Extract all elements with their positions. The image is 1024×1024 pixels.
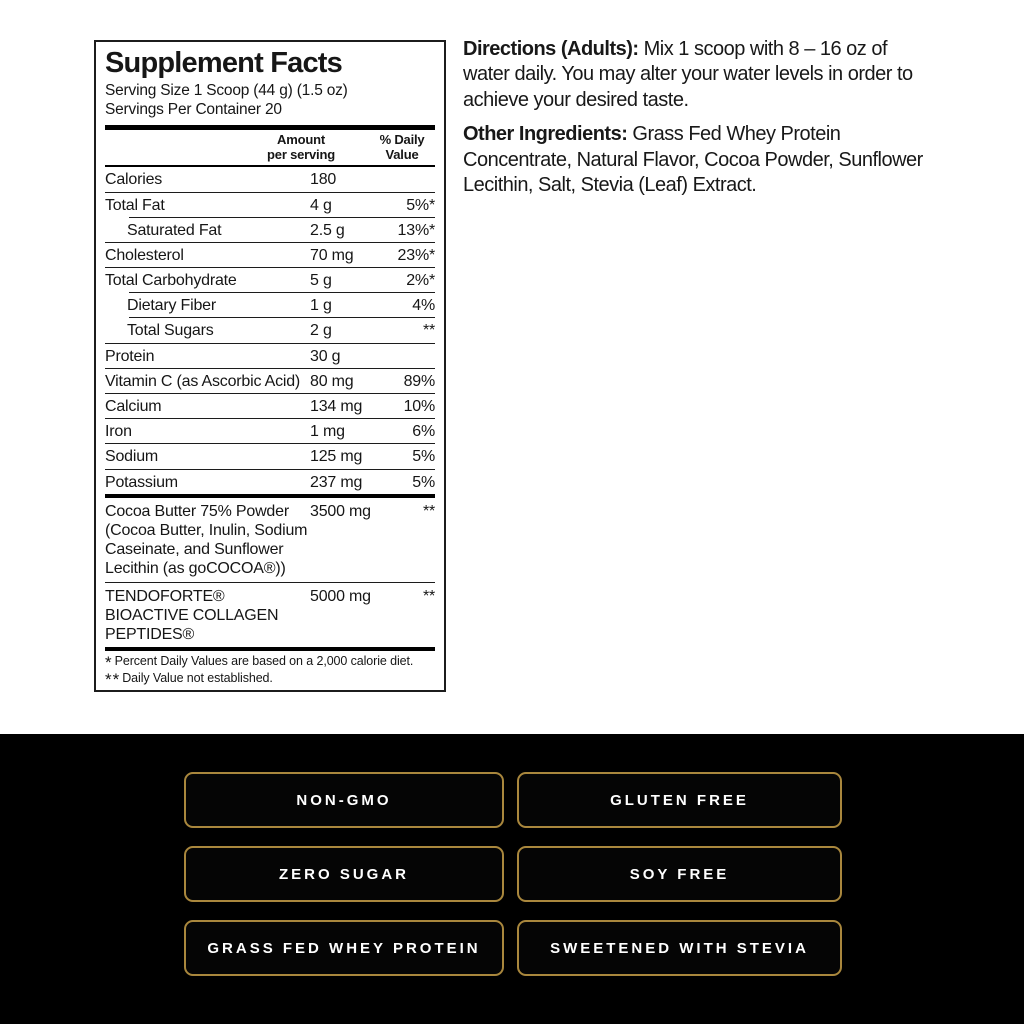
badge-grid — [184, 772, 842, 976]
nutrient-dv: ** — [422, 502, 435, 520]
nutrient-dv — [392, 170, 435, 189]
badge-sweetened-with-stevia: SWEETENED WITH STEVIA — [517, 920, 842, 976]
nutrient-dv: ** — [422, 587, 435, 605]
badge-zero-sugar: ZERO SUGAR — [184, 846, 504, 902]
nutrient-name — [105, 502, 310, 579]
table-row-vitamin-c — [105, 369, 435, 393]
column-header-amount — [243, 133, 359, 162]
badge-non-gmo: NON-GMO — [184, 772, 504, 828]
table-row-iron — [105, 419, 435, 443]
footnote-text: Daily Value not established. — [122, 671, 273, 686]
table-row-total-carbohydrate — [105, 268, 435, 292]
nutrient-dv — [392, 347, 435, 366]
column-header-daily-value — [369, 133, 435, 162]
nutrient-name: Total Sugars — [127, 322, 214, 340]
other-ingredients-label: Other Ingredients: — [463, 123, 628, 146]
amount-header-line1: Amount — [277, 132, 325, 148]
nutrient-dv: ** — [422, 322, 435, 340]
asterisk-marker: ** — [105, 670, 121, 690]
nutrient-name: Saturated Fat — [127, 221, 222, 239]
other-ingredients-paragraph — [463, 122, 937, 198]
nutrient-amount: 2 g — [310, 322, 332, 340]
nutrient-amount: 237 mg — [310, 473, 363, 491]
directions-text: Mix 1 scoop with 8 – 16 oz of water daily. You may alter your water levels in order to achieve your desired taste. — [463, 38, 913, 111]
table-row-saturated-fat — [105, 218, 435, 242]
nutrient-dv: 13%* — [397, 221, 435, 239]
nutrient-amount: 1 mg — [310, 423, 345, 441]
nutrient-amount: 5 g — [310, 272, 332, 290]
badge-gluten-free: GLUTEN FREE — [517, 772, 842, 828]
badge-grass-fed-whey-protein: GRASS FED WHEY PROTEIN — [184, 920, 504, 976]
nutrient-name: Cholesterol — [105, 246, 184, 264]
table-row-total-sugars — [105, 318, 435, 342]
table-row-cocoa-butter-blend — [105, 498, 435, 582]
footnote-daily-values — [105, 654, 435, 671]
nutrient-name: Dietary Fiber — [127, 297, 216, 315]
nutrient-name — [105, 587, 310, 645]
nutrient-dv: 10% — [403, 398, 435, 416]
nutrient-dv: 5% — [412, 473, 435, 491]
nutrient-dv: 6% — [412, 423, 435, 441]
nutrient-amount: 2.5 g — [310, 221, 345, 239]
nutrient-amount: 3500 mg — [310, 502, 371, 520]
nutrient-name-line: Cocoa Butter 75% Powder — [105, 502, 289, 520]
table-row-calories — [105, 167, 435, 191]
nutrient-amount: 134 mg — [310, 398, 363, 416]
nutrient-name: Protein — [105, 347, 155, 365]
nutrient-dv: 5%* — [406, 196, 435, 214]
nutrient-name: Calcium — [105, 398, 162, 416]
serving-size-line: Serving Size 1 Scoop (44 g) (1.5 oz) — [105, 82, 348, 100]
facts-title: Supplement Facts — [105, 47, 342, 79]
nutrient-name-line: Caseinate, and Sunflower — [105, 541, 284, 559]
feature-badge-band — [0, 734, 1024, 1024]
table-row-cholesterol — [105, 243, 435, 267]
table-row-potassium — [105, 470, 435, 494]
nutrient-dv: 4% — [412, 297, 435, 315]
nutrient-amount: 1 g — [310, 297, 332, 315]
asterisk-marker: * — [105, 653, 113, 673]
servings-per-container-line: Servings Per Container 20 — [105, 101, 282, 119]
nutrient-name: Calories — [105, 171, 163, 189]
nutrient-name-line: Lecithin (as goCOCOA®)) — [105, 560, 286, 578]
table-row-sodium — [105, 444, 435, 468]
nutrient-dv: 5% — [412, 448, 435, 466]
table-row-tendoforte-collagen — [105, 583, 435, 648]
nutrient-amount: 180 — [310, 171, 337, 189]
table-header-row — [105, 130, 435, 167]
nutrient-name: Vitamin C (as Ascorbic Acid) — [105, 372, 301, 390]
usage-info-column — [463, 37, 937, 198]
nutrient-amount: 80 mg — [310, 372, 354, 390]
nutrient-amount: 70 mg — [310, 246, 354, 264]
footnote-text: Percent Daily Values are based on a 2,000 calorie diet. — [114, 654, 414, 669]
nutrient-name: Iron — [105, 423, 132, 441]
dv-header-line2: Value — [385, 146, 419, 162]
table-row-dietary-fiber — [105, 293, 435, 317]
nutrient-name-line: (Cocoa Butter, Inulin, Sodium — [105, 521, 308, 539]
directions-label: Directions (Adults): — [463, 38, 639, 60]
nutrient-name: Potassium — [105, 473, 178, 491]
footnote-dv-not-established — [105, 671, 435, 688]
nutrient-dv: 23%* — [397, 246, 435, 264]
nutrient-name-line: TENDOFORTE® — [105, 587, 225, 605]
footnotes — [105, 651, 435, 688]
nutrient-amount: 125 mg — [310, 448, 363, 466]
table-row-protein — [105, 344, 435, 368]
nutrient-name: Total Fat — [105, 196, 165, 214]
nutrient-dv: 2%* — [406, 272, 435, 290]
badge-soy-free: SOY FREE — [517, 846, 842, 902]
table-row-calcium — [105, 394, 435, 418]
nutrient-name-line: PEPTIDES® — [105, 625, 195, 643]
table-row-total-fat — [105, 193, 435, 217]
amount-header-line2: per serving — [267, 146, 335, 162]
nutrient-amount: 30 g — [310, 347, 341, 365]
directions-paragraph — [463, 37, 937, 113]
nutrient-dv: 89% — [403, 372, 435, 390]
nutrient-amount: 5000 mg — [310, 587, 371, 605]
dv-header-line1: % Daily — [379, 132, 425, 148]
nutrient-name-line: BIOACTIVE COLLAGEN — [105, 606, 279, 624]
supplement-facts-panel — [94, 40, 446, 692]
nutrient-name: Sodium — [105, 448, 159, 466]
nutrient-name: Total Carbohydrate — [105, 272, 237, 290]
nutrient-amount: 4 g — [310, 196, 332, 214]
other-ingredients-text: Grass Fed Whey Protein Concentrate, Natural Flavor, Cocoa Powder, Sunflower Lecithin, Salt, Stevia (Leaf) Extract. — [463, 123, 923, 196]
